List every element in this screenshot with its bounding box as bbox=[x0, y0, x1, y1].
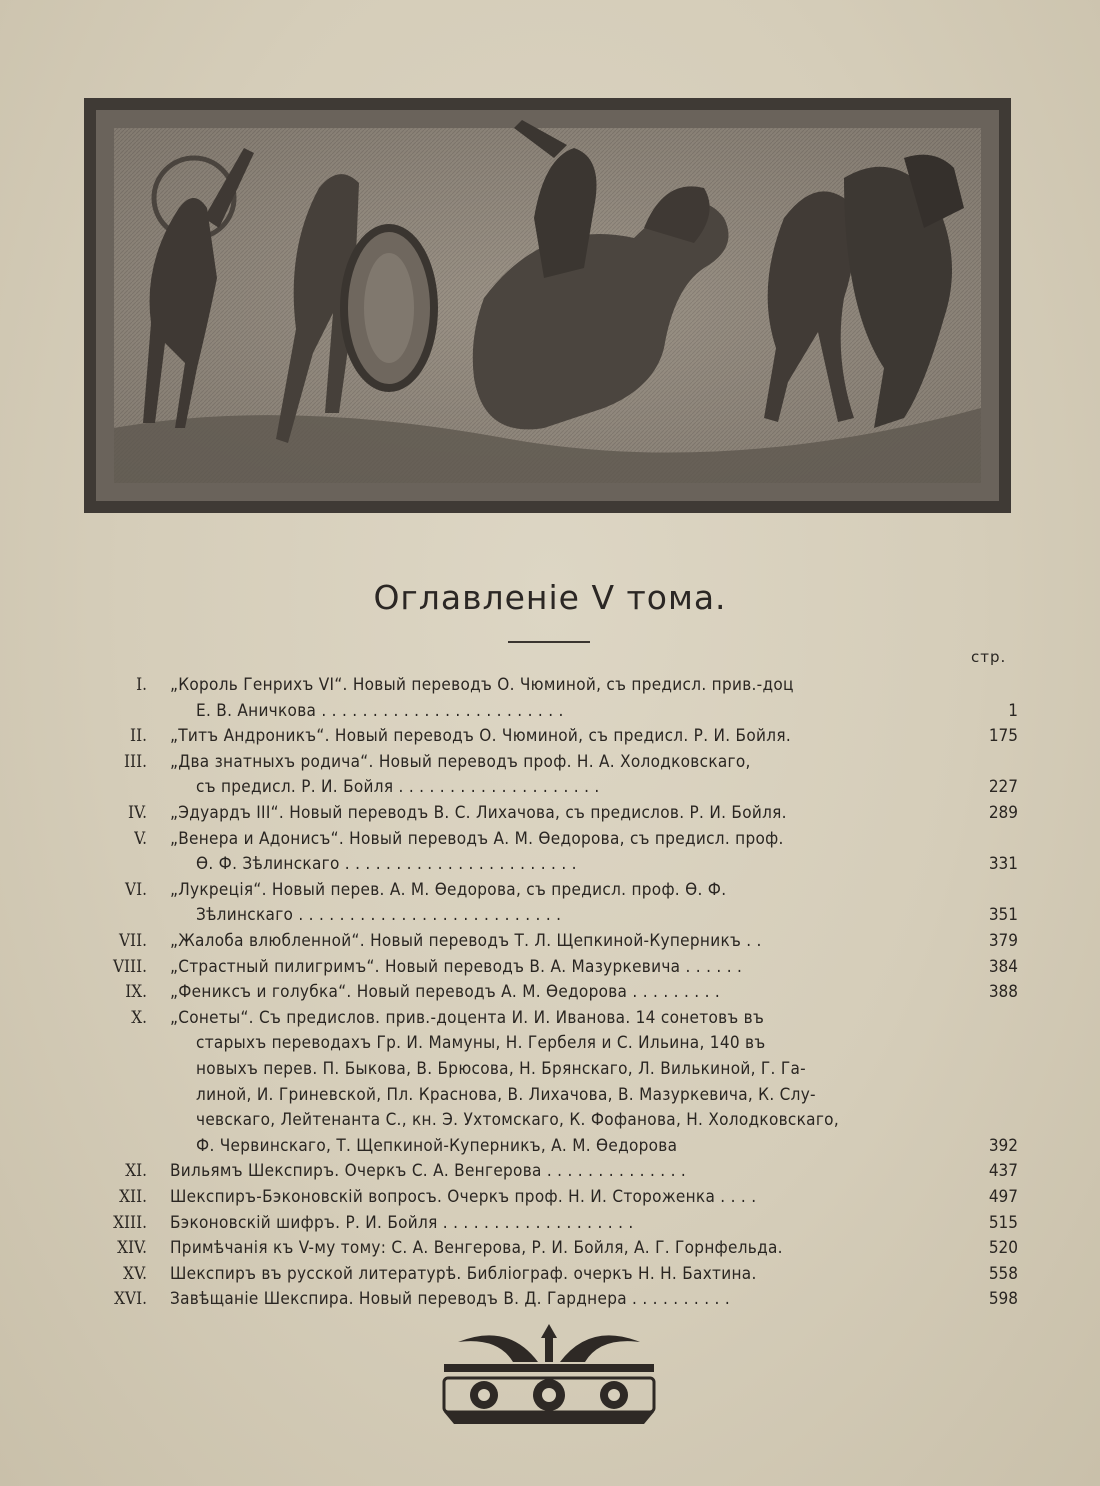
toc-entry-text: линой, И. Гриневской, Пл. Краснова, В. Лихачова, В. Мазуркевича, К. Слу- bbox=[196, 1084, 816, 1105]
toc-page-number: 331 bbox=[988, 854, 1018, 875]
toc-line bbox=[0, 902, 1100, 928]
toc-entry-text: „Два знатныхъ родича“. Новый переводъ проф. Н. А. Холодковскаго, bbox=[170, 751, 751, 772]
toc-entry-number: XVI. bbox=[114, 1289, 147, 1310]
toc-entry-text: „Сонеты“. Съ предислов. прив.-доцента И. И. Иванова. 14 сонетовъ въ bbox=[170, 1007, 765, 1028]
toc-page-number: 515 bbox=[988, 1212, 1018, 1233]
toc-page-number: 520 bbox=[988, 1238, 1018, 1259]
toc-entry-text: „Фениксъ и голубка“. Новый переводъ А. М. Өедорова . . . . . . . . . bbox=[170, 982, 721, 1003]
toc-entry-text: Примѣчанія къ V-му тому: С. А. Венгерова, Р. И. Бойля, А. Г. Горнфельда. bbox=[170, 1238, 783, 1259]
toc-entry-number: VII. bbox=[119, 931, 147, 951]
toc-line bbox=[0, 1133, 1100, 1159]
toc-line bbox=[0, 1005, 1100, 1031]
toc-entry-text: новыхъ перев. П. Быкова, В. Брюсова, Н. Брянскаго, Л. Вилькиной, Г. Га- bbox=[196, 1059, 806, 1079]
toc-entry-text: съ предисл. Р. И. Бойля . . . . . . . . . . . . . . . . . . . . bbox=[196, 777, 600, 798]
toc-entry-text: „Король Генрихъ VI“. Новый переводъ О. Чюминой, съ предисл. прив.-доц bbox=[170, 675, 794, 695]
toc-line bbox=[0, 1082, 1100, 1108]
toc-page-number: 598 bbox=[988, 1289, 1018, 1310]
toc-line bbox=[0, 1184, 1100, 1210]
toc-line bbox=[0, 723, 1100, 749]
toc-page-number: 558 bbox=[988, 1263, 1018, 1284]
toc-entry-text: „Страстный пилигримъ“. Новый переводъ В. А. Мазуркевича . . . . . . bbox=[170, 956, 743, 977]
toc-page-number: 437 bbox=[988, 1161, 1018, 1182]
toc-entry-number: VI. bbox=[125, 879, 147, 900]
toc-line bbox=[0, 928, 1100, 954]
toc-page-number: 175 bbox=[988, 726, 1018, 747]
toc-line bbox=[0, 877, 1100, 903]
toc-entry-text: Ө. Ф. Зѣлинскаго . . . . . . . . . . . . . . . . . . . . . . . bbox=[196, 854, 577, 875]
toc-page-number: 227 bbox=[988, 777, 1018, 798]
toc-line bbox=[0, 851, 1100, 877]
toc-entry-number: X. bbox=[131, 1007, 147, 1028]
toc-entry-text: Шекспиръ въ русской литературѣ. Библіограф. очеркъ Н. Н. Бахтина. bbox=[170, 1263, 757, 1284]
battle-relief-engraving-icon bbox=[84, 98, 1011, 513]
toc-entry-text: „Титъ Андроникъ“. Новый переводъ О. Чюминой, съ предисл. Р. И. Бойля. bbox=[170, 726, 791, 747]
toc-line bbox=[0, 698, 1100, 724]
title-divider bbox=[508, 641, 590, 643]
toc-page-number: 379 bbox=[988, 931, 1018, 951]
toc-line bbox=[0, 672, 1100, 698]
toc-entry-number: XV. bbox=[123, 1263, 147, 1284]
toc-entry-number: XIV. bbox=[117, 1238, 147, 1259]
toc-page-number: 1 bbox=[1008, 700, 1018, 721]
toc-entry-number: XII. bbox=[119, 1187, 147, 1207]
toc-line bbox=[0, 1107, 1100, 1133]
toc-entry-text: Ф. Червинскаго, Т. Щепкиной-Куперникъ, А. М. Өедорова bbox=[196, 1135, 678, 1156]
toc-entry-number: VIII. bbox=[112, 956, 147, 977]
toc-entry-number: III. bbox=[124, 751, 147, 772]
toc-line bbox=[0, 749, 1100, 775]
toc-line bbox=[0, 1261, 1100, 1287]
toc-entry-number: IX. bbox=[125, 982, 147, 1003]
toc-line bbox=[0, 800, 1100, 826]
toc-entry-number: XIII. bbox=[113, 1212, 147, 1233]
toc-entry-number: V. bbox=[134, 828, 147, 849]
toc-line bbox=[0, 954, 1100, 980]
toc-page-number: 392 bbox=[988, 1135, 1018, 1156]
toc-line bbox=[0, 1056, 1100, 1082]
toc-page-number: 497 bbox=[988, 1187, 1018, 1207]
toc-line bbox=[0, 1210, 1100, 1236]
toc-entry-text: Завѣщаніе Шекспира. Новый переводъ В. Д. Гарднера . . . . . . . . . . bbox=[170, 1289, 730, 1310]
toc-entry-text: чевскаго, Лейтенанта С., кн. Э. Ухтомскаго, К. Фофанова, Н. Холодковскаго, bbox=[196, 1110, 839, 1131]
toc-entry-number: XI. bbox=[125, 1161, 147, 1182]
page-column-label: стр. bbox=[971, 648, 1007, 666]
toc-entry-text: Зѣлинскаго . . . . . . . . . . . . . . . . . . . . . . . . . . bbox=[196, 905, 562, 926]
toc-entry-text: старыхъ переводахъ Гр. И. Мамуны, Н. Гербеля и С. Ильина, 140 въ bbox=[196, 1033, 766, 1054]
toc-entry-text: Бэконовскій шифръ. Р. И. Бойля . . . . . . . . . . . . . . . . . . . bbox=[170, 1212, 634, 1233]
toc-entry-number: II. bbox=[130, 726, 147, 747]
floral-crest-ornament-icon bbox=[438, 1322, 660, 1426]
toc-entry-text: „Жалоба влюбленной“. Новый переводъ Т. Л. Щепкиной-Куперникъ . . bbox=[170, 931, 762, 951]
toc-line bbox=[0, 1235, 1100, 1261]
toc-page-number: 384 bbox=[988, 956, 1018, 977]
toc-entry-number: IV. bbox=[128, 803, 147, 823]
toc-page-number: 351 bbox=[988, 905, 1018, 926]
toc-entry-text: Е. В. Аничкова . . . . . . . . . . . . . . . . . . . . . . . . bbox=[196, 700, 564, 721]
toc-line bbox=[0, 979, 1100, 1005]
toc-line bbox=[0, 774, 1100, 800]
toc-entry-text: „Лукреція“. Новый перев. А. М. Өедорова, съ предисл. проф. Ө. Ф. bbox=[170, 879, 727, 900]
toc-entry-number: I. bbox=[136, 675, 147, 695]
page-title: Оглавленіе V тома. bbox=[373, 578, 727, 617]
toc-entry-text: „Венера и Адонисъ“. Новый переводъ А. М. Өедорова, съ предисл. проф. bbox=[170, 828, 784, 849]
toc-line bbox=[0, 1286, 1100, 1312]
toc-entry-text: Шекспиръ-Бэконовскій вопросъ. Очеркъ проф. Н. И. Стороженка . . . . bbox=[170, 1187, 757, 1207]
toc-line bbox=[0, 1158, 1100, 1184]
toc-line bbox=[0, 1030, 1100, 1056]
toc-entry-text: „Эдуардъ III“. Новый переводъ В. С. Лихачова, съ предислов. Р. И. Бойля. bbox=[170, 803, 787, 823]
toc-entry-text: Вильямъ Шекспиръ. Очеркъ С. А. Венгерова . . . . . . . . . . . . . . bbox=[170, 1161, 687, 1182]
toc-page-number: 388 bbox=[988, 982, 1018, 1003]
toc-line bbox=[0, 826, 1100, 852]
toc-page-number: 289 bbox=[988, 803, 1018, 823]
relief-illustration bbox=[84, 98, 1011, 513]
